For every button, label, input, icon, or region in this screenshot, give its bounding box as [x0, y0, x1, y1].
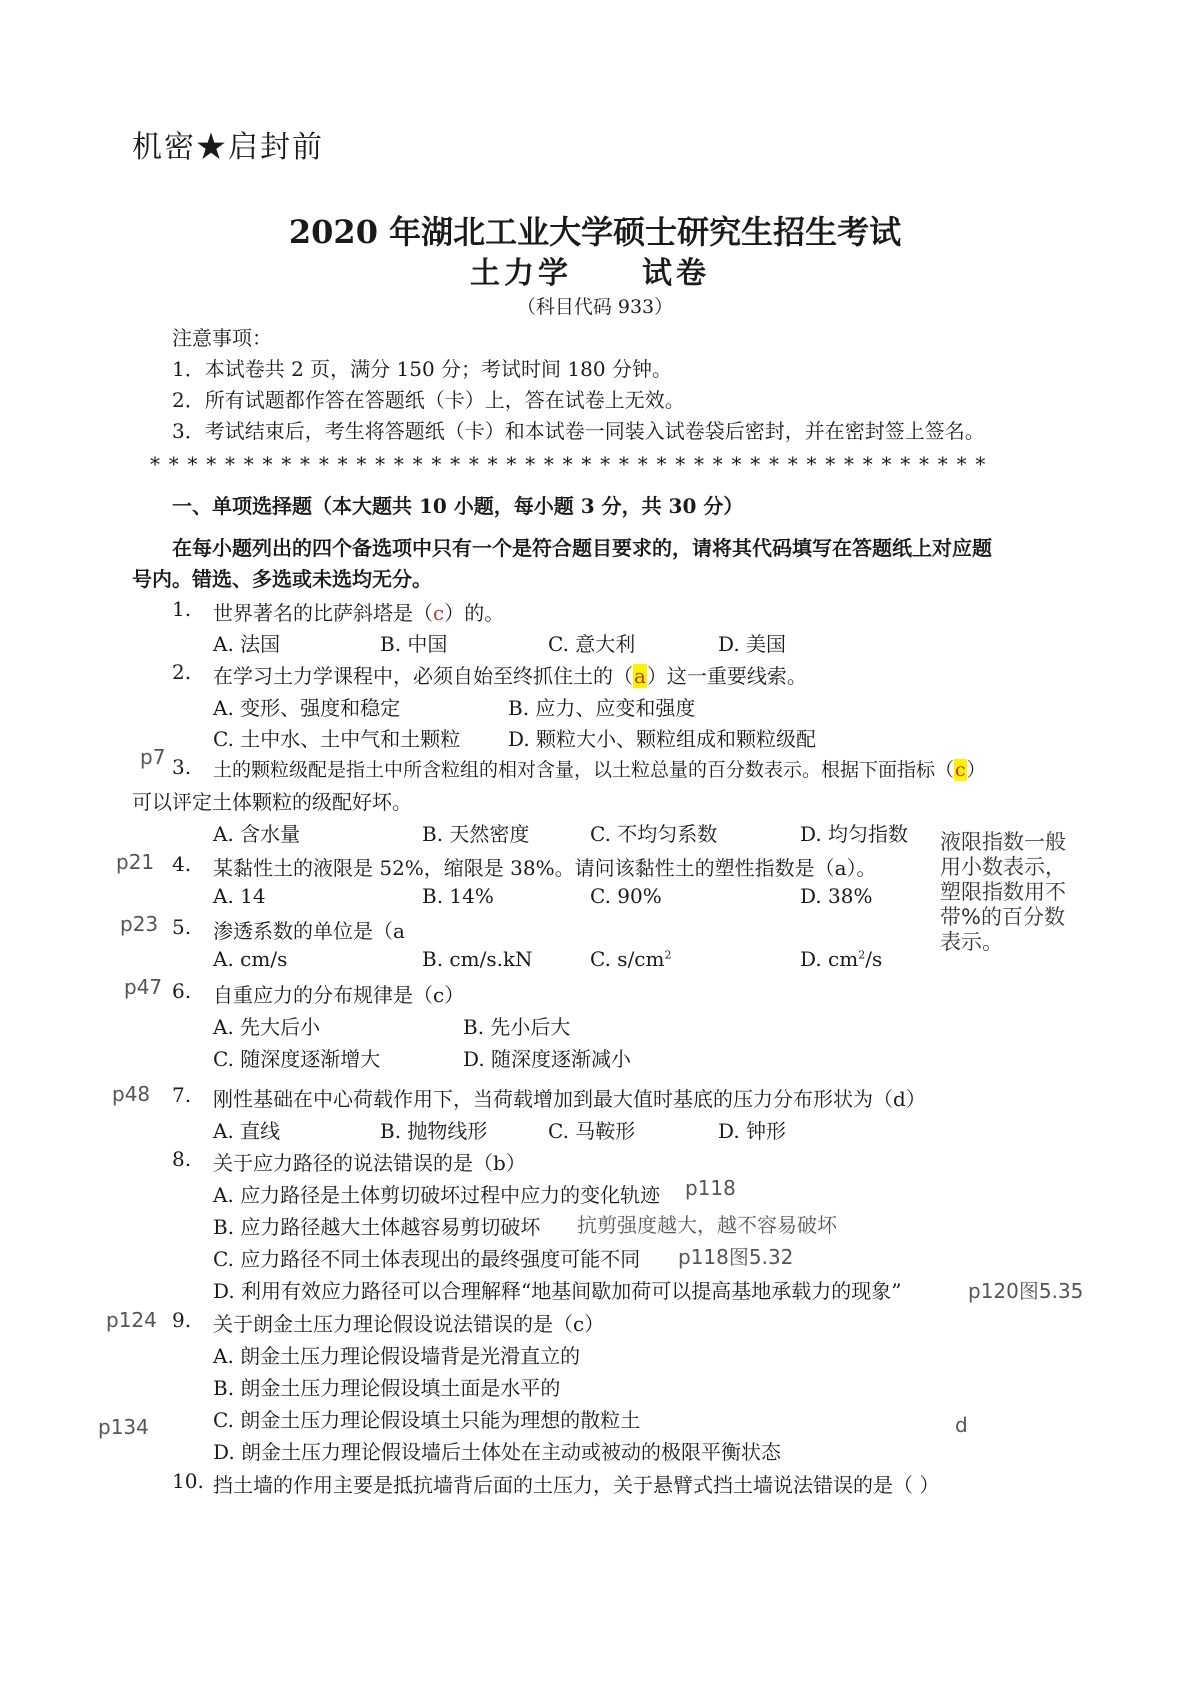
notes-item: 3．考试结束后，考生将答题纸（卡）和本试卷一同装入试卷袋后密封，并在密封签上签名。 [172, 419, 985, 443]
question-text: 渗透系数的单位是（a [213, 919, 405, 943]
answer-mark: a [634, 664, 646, 688]
section-title: 一、单项选择题（本大题共 10 小题，每小题 3 分，共 30 分） [172, 494, 744, 518]
option: C. 不均匀系数 [590, 822, 718, 846]
option: A. 先大后小 [213, 1015, 321, 1039]
option: D. 朗金土压力理论假设墙后土体处在主动或被动的极限平衡状态 [213, 1440, 782, 1464]
margin-note: p118图5.32 [678, 1245, 794, 1269]
margin-note: p120图5.35 [968, 1279, 1084, 1303]
option: C. 朗金土压力理论假设填土只能为理想的散粒土 [213, 1408, 641, 1432]
option: C. 随深度逐渐增大 [213, 1047, 381, 1071]
answer-mark: c [433, 601, 445, 625]
option: D. 38% [800, 884, 873, 908]
option: B. 14% [422, 884, 494, 908]
page-note: p124 [106, 1308, 157, 1332]
answer-mark: b [493, 1151, 506, 1175]
notes-heading: 注意事项： [172, 326, 272, 350]
question-number: 3. [172, 755, 192, 779]
question-number: 9. [172, 1308, 192, 1332]
page-note: p134 [98, 1415, 149, 1439]
option: A. 朗金土压力理论假设墙背是光滑直立的 [213, 1344, 581, 1368]
section-intro: 号内。错选、多选或未选均无分。 [132, 567, 432, 591]
option: B. 先小后大 [463, 1015, 571, 1039]
section-intro: 在每小题列出的四个备选项中只有一个是符合题目要求的，请将其代码填写在答题纸上对应题 [172, 536, 992, 560]
option: C. 应力路径不同土体表现出的最终强度可能不同 [213, 1247, 641, 1271]
option: D. 钟形 [718, 1119, 787, 1143]
option: D. 利用有效应力路径可以合理解释“地基间歇加荷可以提高基地承载力的现象” [213, 1279, 902, 1303]
option: A. 应力路径是土体剪切破坏过程中应力的变化轨迹 [213, 1183, 661, 1207]
option: A. 法国 [213, 632, 281, 656]
answer-mark: c [955, 759, 966, 781]
option: C. 90% [590, 884, 662, 908]
notes-item: 2．所有试题都作答在答题纸（卡）上，答在试卷上无效。 [172, 388, 685, 412]
question-text: 世界著名的比萨斜塔是（c）的。 [213, 601, 505, 625]
question-text: 挡土墙的作用主要是抵抗墙背后面的土压力，关于悬臂式挡土墙说法错误的是（ ） [213, 1473, 940, 1497]
question-number: 1. [172, 597, 192, 621]
option: B. 中国 [380, 632, 448, 656]
question-text: 关于应力路径的说法错误的是（b） [213, 1151, 526, 1175]
option: B. 天然密度 [422, 822, 530, 846]
page-note: p7 [140, 745, 166, 769]
question-text-cont: 可以评定土体颗粒的级配好坏。 [132, 790, 412, 814]
question-text: 刚性基础在中心荷载作用下，当荷载增加到最大值时基底的压力分布形状为（d） [213, 1087, 926, 1111]
answer-mark: c [433, 983, 445, 1007]
option: A. cm/s [213, 947, 288, 971]
option: A. 含水量 [213, 822, 301, 846]
subject-name: 土力学 [470, 256, 572, 291]
margin-note: 抗剪强度越大，越不容易破坏 [577, 1213, 837, 1237]
option: C. 马鞍形 [548, 1119, 636, 1143]
notes-item: 1．本试卷共 2 页，满分 150 分；考试时间 180 分钟。 [172, 357, 672, 381]
question-number: 4. [172, 852, 192, 876]
option: B. 朗金土压力理论假设填土面是水平的 [213, 1376, 561, 1400]
option: D. 美国 [718, 632, 787, 656]
confidential-label: 机密★启封前 [132, 130, 324, 165]
question-number: 5. [172, 915, 192, 939]
separator-stars: * * * * * * * * * * * * * * * * * * * * * * * * * * * * * * * * * * * * * * * * * * * * * [150, 452, 987, 476]
option: A. 直线 [213, 1119, 281, 1143]
option: C. 土中水、土中气和土颗粒 [213, 727, 461, 751]
question-text: 在学习土力学课程中，必须自始至终抓住土的（a）这一重要线索。 [213, 664, 807, 688]
question-number: 6. [172, 979, 192, 1003]
option: B. 应力路径越大土体越容易剪切破坏 [213, 1215, 541, 1239]
margin-note: p118 [685, 1176, 736, 1200]
question-text: 自重应力的分布规律是（c） [213, 983, 465, 1007]
answer-mark: a [834, 856, 847, 880]
question-number: 2. [172, 660, 192, 684]
option: B. 应力、应变和强度 [508, 696, 696, 720]
question-text: 关于朗金土压力理论假设说法错误的是（c） [213, 1312, 605, 1336]
exam-title: 2020 年湖北工业大学硕士研究生招生考试 [288, 213, 902, 251]
question-text: 土的颗粒级配是指土中所含粒组的相对含量，以土粒总量的百分数表示。根据下面指标（c） [213, 759, 986, 781]
option: C. 意大利 [548, 632, 636, 656]
option: B. 抛物线形 [380, 1119, 488, 1143]
question-number: 7. [172, 1083, 192, 1107]
option: D. 均匀指数 [800, 822, 909, 846]
paper-label: 试卷 [642, 256, 710, 291]
page-note: p21 [116, 850, 155, 874]
side-note: 液限指数一般用小数表示，塑限指数用不带%的百分数表示。 [940, 830, 1066, 954]
option: D. 颗粒大小、颗粒组成和颗粒级配 [508, 727, 817, 751]
answer-mark: d [955, 1413, 968, 1437]
page-note: p47 [124, 975, 163, 999]
question-text: 某黏性土的液限是 52%，缩限是 38%。请问该黏性土的塑性指数是（a）。 [213, 856, 877, 880]
answer-mark: c [573, 1312, 585, 1336]
question-number: 10. [172, 1469, 204, 1493]
option: A. 14 [213, 884, 266, 908]
exam-subject [470, 248, 710, 292]
question-number: 8. [172, 1147, 192, 1171]
option: C. $s/cm^2$ [590, 947, 672, 971]
option: D. 随深度逐渐减小 [463, 1047, 632, 1071]
page-note: p48 [112, 1082, 151, 1106]
option: A. 变形、强度和稳定 [213, 696, 401, 720]
answer-mark: d [893, 1087, 906, 1111]
option: D. $cm^2/s$ [800, 947, 883, 971]
page-note: p23 [120, 912, 159, 936]
subject-code: （科目代码 933） [516, 296, 674, 318]
option: B. cm/s.kN [422, 947, 533, 971]
answer-mark: a [393, 919, 405, 943]
